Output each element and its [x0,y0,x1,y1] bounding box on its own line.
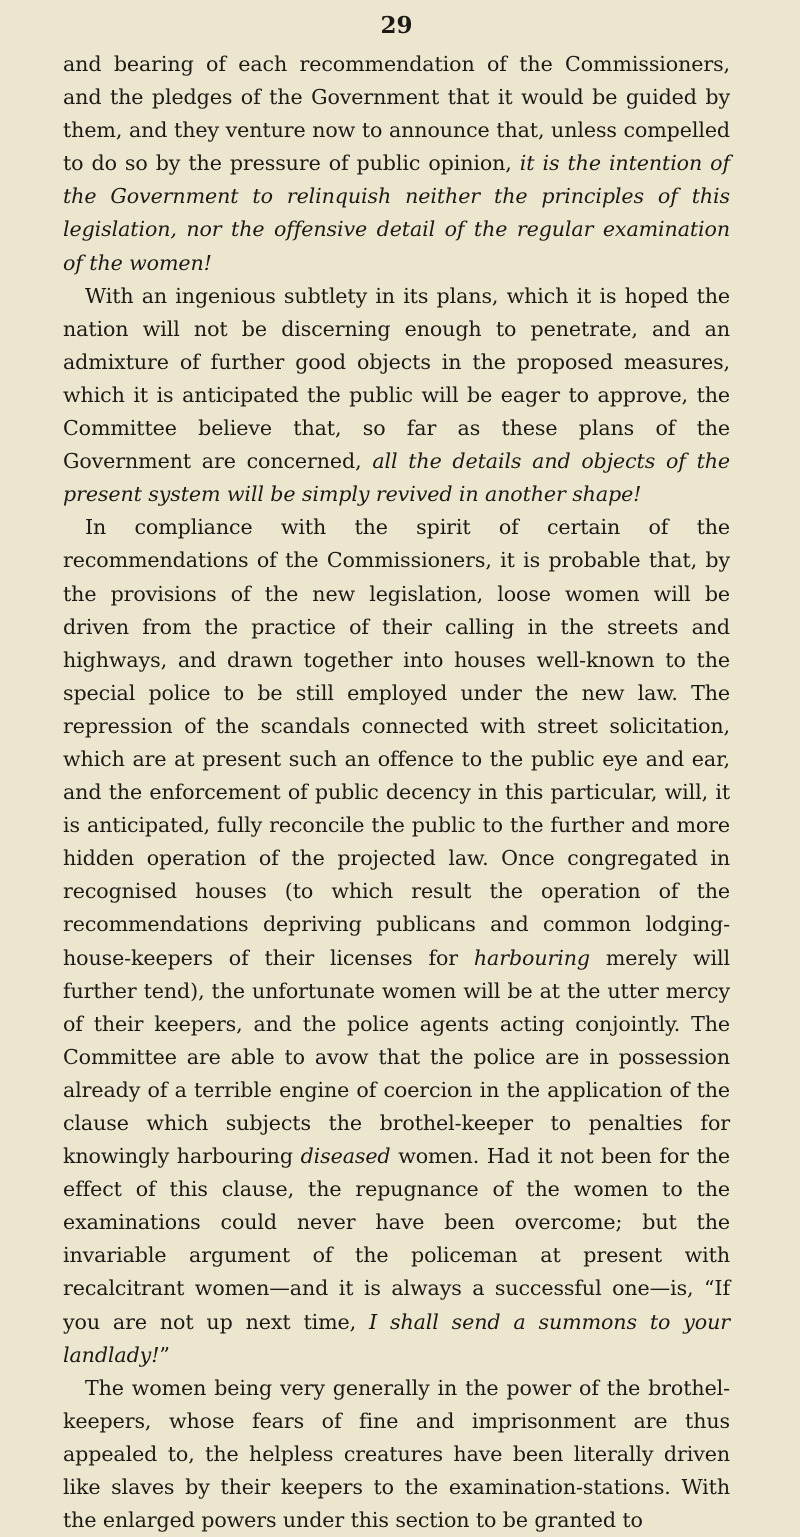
paragraph-2 [63,280,730,512]
text-segment: and bearing of each recommendation of the Commissioners, and the pledges of the Government that it would be guided by them, and they venture now to announce that, unless compelled to do so by the pressure of public opinion, [63,52,730,176]
text-segment: ” [159,1342,170,1367]
text-segment: The women being very generally in the power of the brothel-keepers, whose fears of fine and imprisonment are thus appealed to, the helpless creatures have been literally driven like slaves by their keepers to the examination-stations. With the enlarged powers under this section to be granted to [63,1375,730,1533]
italic-emphasis: it is the intention of the Government to relinquish neither the principles of this legislation, nor the offensive detail of the regular examination of the women! [63,151,730,275]
italic-emphasis: harbouring [473,945,590,970]
italic-emphasis: diseased [300,1144,391,1169]
italic-emphasis: I shall send a summons to your landlady! [63,1309,730,1367]
paragraph-1 [63,48,730,280]
paragraph-4 [63,1372,730,1537]
paragraph-3 [63,511,730,1371]
text-segment: With an ingenious subtlety in its plans, which it is hoped the nation will not be discerning enough to penetrate, and an admixture of further good objects in the proposed measures, which it is anticipated the public will be eager to approve, the Committee believe that, so far as these plans of the Government are concerned, [63,283,730,474]
text-segment: In compliance with the spirit of certain of the recommendations of the Commissioners, it is probable that, by the provisions of the new legislation, loose women will be driven from the practice of their calling in the streets and highways, and drawn together into houses well-known to the special police to be still employed under the new law. The repression of the scandals connected with street solicitation, which are at present such an offence to the public eye and ear, and the enforcement of public decency in this particular, will, it is anticipated, fully reconcile the public to the further and more hidden operation of the projected law. Once congregated in recognised houses (to which result the operation of the recommendations depriving publicans and common lodging-house-keepers of their licenses for [63,515,730,970]
italic-emphasis: all the details and objects of the present system will be simply revived in another shape! [63,449,730,507]
text-segment: merely will further tend), the unfortunate women will be at the utter mercy of their keepers, and the police agents acting conjointly. The Committee are able to avow that the police are in possession already of a terrible engine of coercion in the application of the clause which subjects the brothel-keeper to penalties for knowingly harbouring [63,945,731,1169]
text-segment: women. Had it not been for the effect of this clause, the repugnance of the women to the examinations could never have been overcome; but the invariable argument of the policeman at present with recalcitrant women—and it is always a successful one—is, “If you are not up next time, [63,1144,731,1334]
page-number: 29 [380,12,413,39]
